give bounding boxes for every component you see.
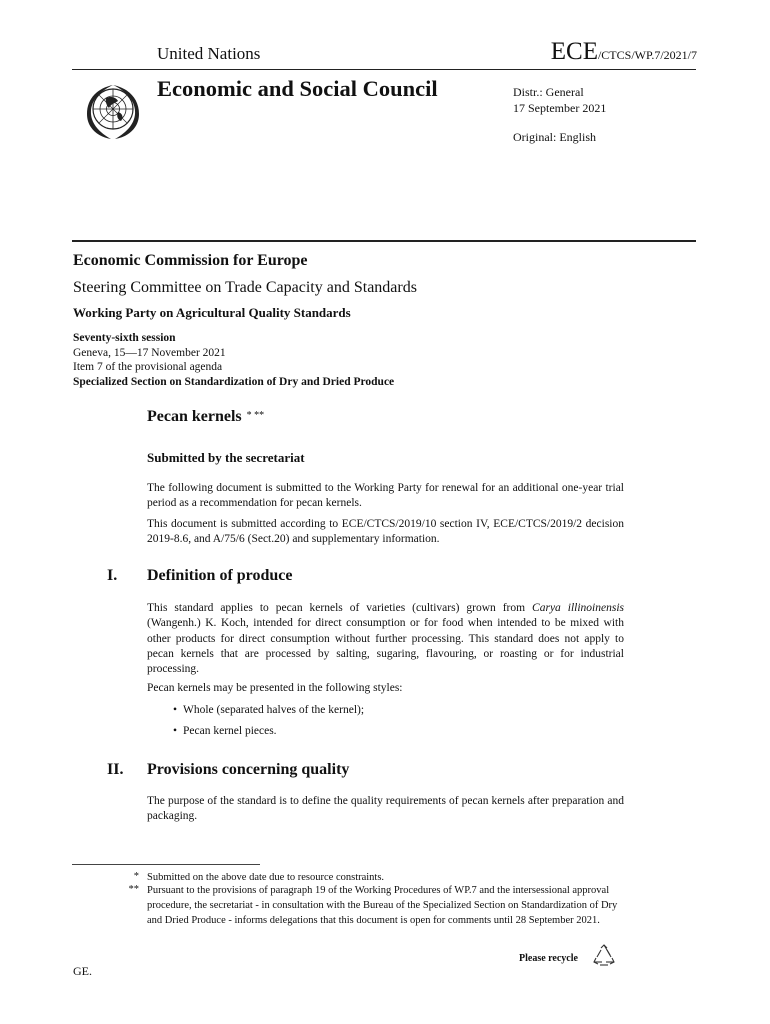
list-item: • Pecan kernel pieces. xyxy=(173,725,277,737)
symbol-prefix: ECE xyxy=(550,38,598,65)
submitted-by: Submitted by the secretariat xyxy=(147,450,305,465)
document-title xyxy=(147,408,264,426)
title-text: Pecan kernels xyxy=(147,408,242,425)
footnote-1: Submitted on the above date due to resource constraints. xyxy=(147,872,385,883)
document-symbol xyxy=(551,38,697,66)
section-2-paragraph-1: The purpose of the standard is to define the quality requirements of pecan kernels after preparation and packaging. xyxy=(147,795,624,823)
commission-name: Economic Commission for Europe xyxy=(73,252,308,269)
section-1-title: Definition of produce xyxy=(147,567,293,584)
title-footnote-marks: * ** xyxy=(246,410,265,421)
list-item: • Whole (separated halves of the kernel); xyxy=(173,704,365,716)
council-name: Economic and Social Council xyxy=(157,76,438,101)
intro-paragraph-2: This document is submitted according to ECE/CTCS/2019/10 section IV, ECE/CTCS/2019/2 decision 2019-8.6, and A/75/6 (Sect.20) and supplementary information. xyxy=(147,518,624,546)
job-number: GE. xyxy=(73,964,92,978)
original-language: Original: English xyxy=(513,130,596,144)
recycle-label: Please recycle xyxy=(519,953,578,964)
distribution: Distr.: General xyxy=(513,85,584,99)
committee-name: Steering Committee on Trade Capacity and Standards xyxy=(73,279,417,296)
symbol-suffix: /CTCS/WP.7/2021/7 xyxy=(597,48,697,62)
footnote-1-mark: * xyxy=(133,871,139,882)
header-rule xyxy=(72,69,696,70)
species-name: Carya illinoinensis xyxy=(532,602,624,614)
session-name: Seventy-sixth session xyxy=(73,332,176,344)
list-item-text: Whole (separated halves of the kernel); xyxy=(183,704,365,716)
specialized-section: Specialized Section on Standardization of Dry and Dried Produce xyxy=(73,375,395,388)
un-emblem-icon xyxy=(78,76,148,146)
session-place: Geneva, 15—17 November 2021 xyxy=(73,346,226,359)
working-party-name: Working Party on Agricultural Quality Standards xyxy=(73,305,351,320)
issue-date: 17 September 2021 xyxy=(513,100,607,115)
footnote-rule xyxy=(72,864,260,865)
section-1-number: I. xyxy=(107,567,118,584)
recycle-icon xyxy=(592,944,616,968)
section-2-number: II. xyxy=(107,761,124,778)
footnote-2-mark: ** xyxy=(128,884,139,895)
list-item-text: Pecan kernel pieces. xyxy=(183,725,277,737)
section-1-paragraph-2: Pecan kernels may be presented in the following styles: xyxy=(147,682,403,694)
title-rule xyxy=(72,240,696,242)
section-1-paragraph-1 xyxy=(147,601,624,677)
session-block xyxy=(73,331,394,389)
s1-text-b: (Wangenh.) K. Koch, intended for direct consumption or for food when intended to be mixed with other products for direct consumption without further processing. This standard does not apply to pecan kernels that are processed by salting, sugaring, flavouring, or roasting or for industrial processing. xyxy=(147,617,624,676)
intro-paragraph-1: The following document is submitted to the Working Party for renewal for an additional one-year trial period as a recommendation for pecan kernels. xyxy=(147,482,624,510)
organization-name: United Nations xyxy=(157,44,261,63)
footnote-2: Pursuant to the provisions of paragraph 19 of the Working Procedures of WP.7 and the intersessional approval procedure, the secretariat - in consultation with the Bureau of the Specialized Section on Standardization of Dry and Dried Produce - informs delegations that this document is open for comments until 28 September 2021. xyxy=(147,885,618,926)
s1-text-a: This standard applies to pecan kernels of varieties (cultivars) grown from xyxy=(147,602,533,614)
agenda-item: Item 7 of the provisional agenda xyxy=(73,361,223,373)
section-2-title: Provisions concerning quality xyxy=(147,761,350,778)
distribution-block xyxy=(513,85,606,146)
